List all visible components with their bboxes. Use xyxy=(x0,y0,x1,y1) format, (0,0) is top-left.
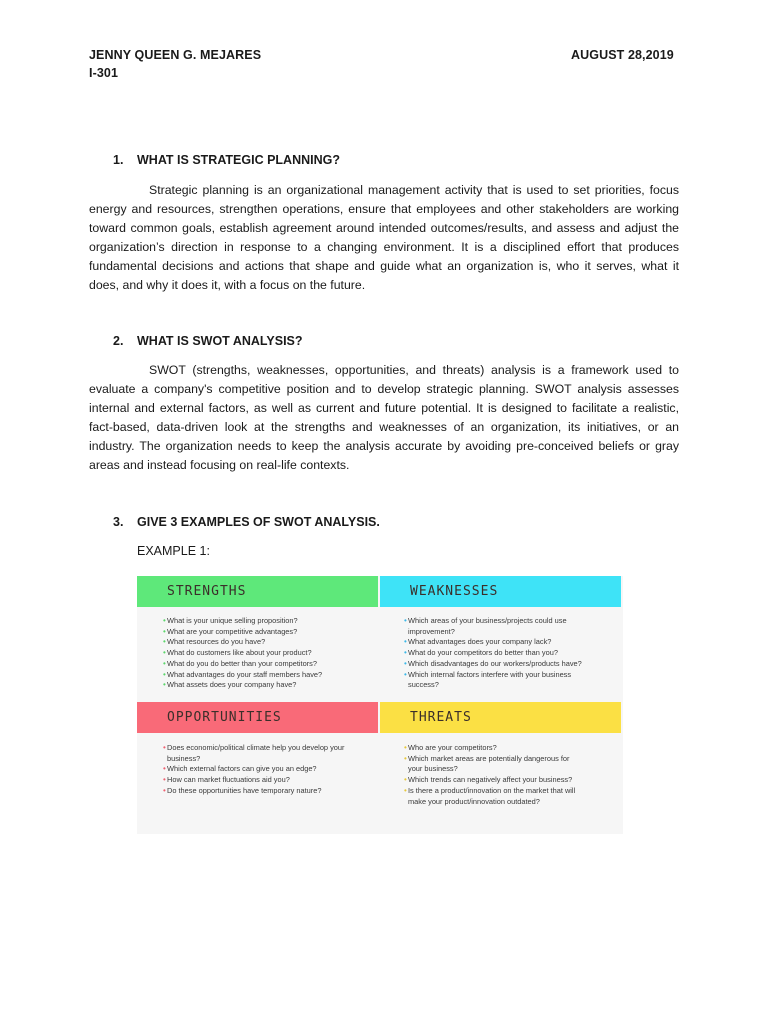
document-date: AUGUST 28,2019 xyxy=(571,48,674,62)
q1-answer xyxy=(89,181,679,295)
swot-diagram xyxy=(137,576,623,834)
list-item: • Does economic/political climate help you develop your business? xyxy=(167,743,347,764)
list-item: • What do you do better than your competitors? xyxy=(167,659,378,670)
q2-title: WHAT IS SWOT ANALYSIS? xyxy=(137,334,303,348)
list-item: • Which trends can negatively affect your business? xyxy=(408,775,578,786)
example-label: EXAMPLE 1: xyxy=(137,544,210,558)
opportunities-quadrant xyxy=(137,702,378,797)
threats-title: THREATS xyxy=(380,702,621,733)
weaknesses-quadrant xyxy=(380,576,621,691)
q1-number: 1. xyxy=(113,153,124,167)
strengths-list xyxy=(137,607,378,691)
list-item: • What assets does your company have? xyxy=(167,680,378,691)
list-item: • Which external factors can give you an edge? xyxy=(167,764,347,775)
q1-title: WHAT IS STRATEGIC PLANNING? xyxy=(137,153,340,167)
q2-paragraph: SWOT (strengths, weaknesses, opportunities, and threats) analysis is a framework used to evaluate a company's competitive position and to develop strategic planning. SWOT analysis assesses internal and external factors, as well as current and future potential. It is designed to facilitate a realistic, fact-based, data-driven look at the strengths and weaknesses of an organization, its initiatives, or an industry. The organization needs to keep the analysis accurate by avoiding pre-conceived beliefs or gray areas and instead focusing on real-life contexts. xyxy=(89,363,679,472)
q1-paragraph: Strategic planning is an organizational management activity that is used to set priorities, focus energy and resources, strengthen operations, ensure that employees and other stakeholders are working toward common goals, establish agreement around intended outcomes/results, and assess and adjust the organization’s direction in response to a changing environment. It is a disciplined effort that produces fundamental decisions and actions that shape and guide what an organization is, who it serves, what it does, and why it does it, with a focus on the future. xyxy=(89,183,679,292)
opportunities-title: OPPORTUNITIES xyxy=(137,702,378,733)
list-item: • Which market areas are potentially dangerous for your business? xyxy=(408,754,578,775)
list-item: • Who are your competitors? xyxy=(408,743,578,754)
strengths-title: STRENGTHS xyxy=(137,576,378,607)
list-item: • Is there a product/innovation on the market that will make your product/innovation outdated? xyxy=(408,786,578,807)
list-item: • Do these opportunities have temporary nature? xyxy=(167,786,347,797)
q2-number: 2. xyxy=(113,334,124,348)
list-item: • How can market fluctuations aid you? xyxy=(167,775,347,786)
opportunities-list xyxy=(137,733,347,797)
list-item: • What resources do you have? xyxy=(167,637,378,648)
author-name: JENNY QUEEN G. MEJARES xyxy=(89,48,262,62)
list-item: • What is your unique selling proposition? xyxy=(167,616,378,627)
weaknesses-title: WEAKNESSES xyxy=(380,576,621,607)
q2-answer xyxy=(89,361,679,475)
section-code: I-301 xyxy=(89,66,118,80)
list-item: • What are your competitive advantages? xyxy=(167,627,378,638)
list-item: • What do customers like about your product? xyxy=(167,648,378,659)
list-item: • What advantages do your staff members have? xyxy=(167,670,378,681)
q3-title: GIVE 3 EXAMPLES OF SWOT ANALYSIS. xyxy=(137,515,380,529)
list-item: • What do your competitors do better than you? xyxy=(408,648,598,659)
list-item: • Which areas of your business/projects could use improvement? xyxy=(408,616,598,637)
list-item: • Which disadvantages do our workers/products have? xyxy=(408,659,598,670)
list-item: • What advantages does your company lack? xyxy=(408,637,598,648)
strengths-quadrant xyxy=(137,576,378,691)
threats-quadrant xyxy=(380,702,621,807)
weaknesses-list xyxy=(380,607,598,691)
list-item: • Which internal factors interfere with your business success? xyxy=(408,670,598,691)
q3-number: 3. xyxy=(113,515,124,529)
threats-list xyxy=(380,733,578,807)
